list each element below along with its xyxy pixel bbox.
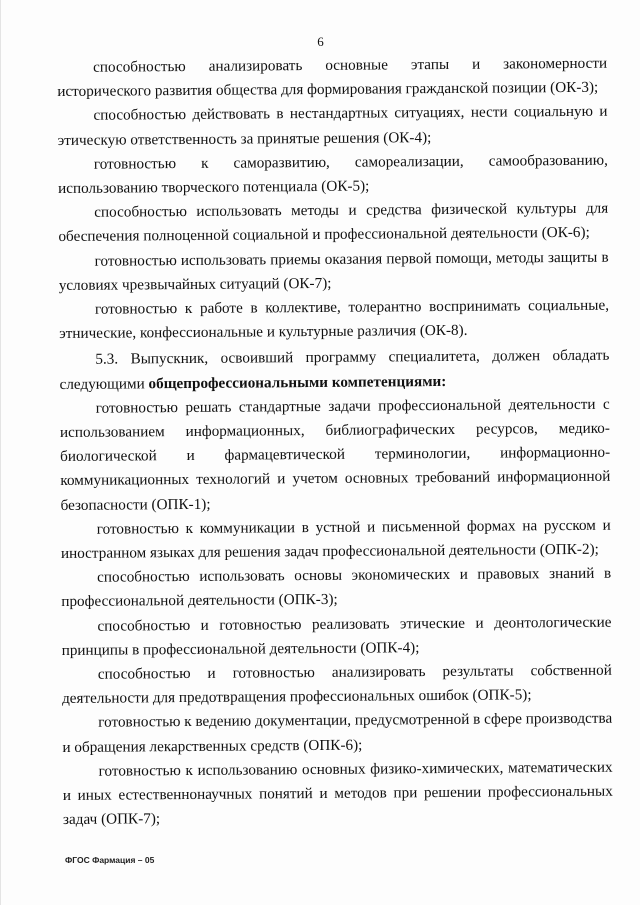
competency-opk6: готовностью к ведению документации, предусмотренной в сфере производства и обращения лекарственных средств (ОПК-6); [62,710,613,756]
competency-ok6: способностью использовать методы и средства физической культуры для обеспечения полноценной социальной и профессиональной деятельности (ОК-6); [58,199,609,246]
competency-opk3: способностью использовать основы экономических и правовых знаний в профессиональной деятельности (ОПК-3); [61,564,612,611]
page-footer: ФГОС Фармация – 05 [65,855,155,865]
page-content [57,52,613,833]
competency-opk2: готовностью к коммуникации в устной и письменной формах на русском и иностранном языках для решения задач профессиональной деятельности (ОПК-2); [60,516,611,563]
competency-ok8: готовностью к работе в коллективе, толерантно воспринимать социальные, этнические, конфессиональные и культурные различия (ОК-8). [59,296,610,343]
competency-opk4: способностью и готовностью реализовать этические и деонтологические принципы в профессиональной деятельности (ОПК-4); [61,613,612,659]
competency-opk7: готовностью к использованию основных физико-химических, математических и иных естественнонаучных понятий и методов при решении профессиональных задач (ОПК-7); [62,758,613,829]
competency-ok3: способностью анализировать основные этапы и закономерности исторического развития общества для формирования гражданской позиции (ОК-3); [57,54,608,101]
competency-opk1: готовностью решать стандартные задачи профессиональной деятельности с использованием информационных, библиографических ресурсов, медико-биологической и фармацевтической терминологии, информационно-коммуникационных технологий и учетом основных требований информационной безопасности (ОПК-1); [59,395,611,514]
section-intro-bold: общепрофессиональными компетенциями: [148,372,447,392]
competency-ok4: способностью действовать в нестандартных ситуациях, нести социальную и этическую ответственность за принятые решения (ОК-4); [57,103,608,149]
page-number: 6 [317,34,324,49]
section-5-3-intro [59,344,609,397]
competency-ok5: готовностью к саморазвитию, самореализации, самообразованию, использованию творческого потенциала (ОК-5); [57,151,608,198]
competency-ok7: готовностью использовать приемы оказания первой помощи, методы защиты в условиях чрезвычайных ситуаций (ОК-7); [58,248,609,294]
section-intro-text: 5.3. Выпускник, освоивший программу специалитета, должен обладать следующими [59,347,610,393]
competency-opk5: способностью и готовностью анализировать результаты собственной деятельности для предотвращения профессиональных ошибок (ОПК-5); [61,661,612,708]
